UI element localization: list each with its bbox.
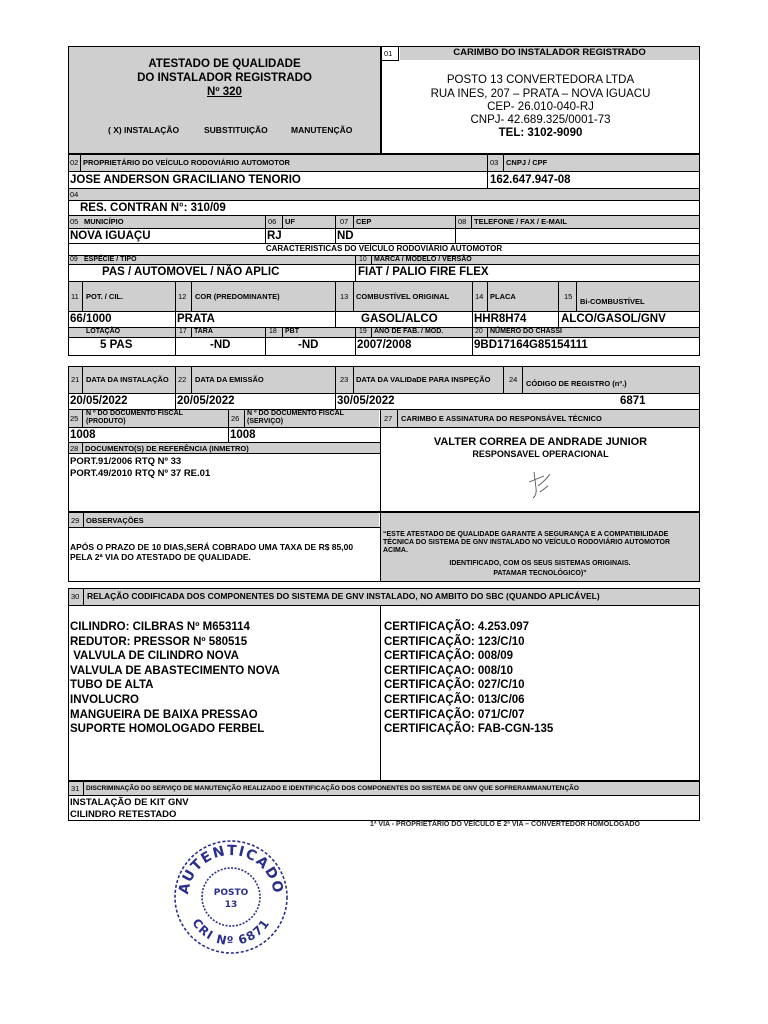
certification-item: CERTIFICAÇÃO: 4.253.097: [384, 621, 530, 633]
maintenance-line1: INSTALAÇÃO DE KIT GNV: [70, 797, 189, 808]
prod-num: 25: [70, 414, 79, 423]
cpf-num: 03: [490, 158, 499, 167]
uf-label: UF: [285, 217, 295, 226]
comb-num: 13: [340, 292, 349, 301]
footer-note: 1ª VIA - PROPRIETÁRIO DO VEÍCULO E 2ª VIA – CONVERTEDOR HOMOLOGADO: [370, 821, 640, 828]
lot-value: 5 PAS: [100, 339, 133, 351]
obs-num: 29: [71, 516, 80, 525]
component-item: SUPORTE HOMOLOGADO FERBEL: [70, 723, 265, 736]
pbt-num: 18: [269, 328, 277, 335]
company-tel: TEL: 3102-9090: [498, 127, 583, 139]
placa-label: PLACA: [490, 292, 516, 301]
owner-label: PROPRIETÁRIO DO VEÍCULO RODOVIÁRIO AUTOMOTOR: [83, 158, 290, 167]
seal-bottom-text: CRI Nº 6871: [189, 916, 273, 949]
maintenance-line2: CILINDRO RETESTADO: [70, 809, 177, 820]
guarantee-line4: IDENTIFICADO, COM OS SEUS SISTEMAS ORIGINAIS.: [449, 560, 631, 567]
maintenance-num: 31: [71, 784, 80, 793]
stamp-number: 01: [384, 49, 393, 58]
company-name: POSTO 13 CONVERTEDORA LTDA: [446, 74, 635, 86]
stamp-label: CARIMBO DO INSTALADOR REGISTRADO: [453, 47, 646, 58]
svg-text:CRI Nº 6871: [189, 916, 272, 948]
seal-center-line2: 13: [224, 900, 238, 910]
tech-role: RESPONSAVEL OPERACIONAL: [472, 449, 609, 459]
esp-num: 09: [70, 256, 78, 263]
valid-num: 23: [340, 375, 349, 384]
company-cnpj: CNPJ- 42.689.325/0001-73: [470, 114, 611, 126]
pot-label: POT. / CIL.: [86, 292, 124, 301]
marca-label: MARCA / MODELO / VERSÃO: [374, 256, 472, 263]
inst-label: DATA DA INSTALAÇÃO: [86, 375, 169, 384]
form-number: Nº 320: [207, 86, 242, 98]
cep-label: CEP: [356, 217, 372, 226]
tel-label: TELEFONE / FAX / E-MAIL: [474, 217, 567, 226]
comb-value: GASOL/ALCO: [361, 313, 438, 325]
cor-num: 12: [178, 292, 187, 301]
ano-label: ANO DE FAB. / MOD.: [374, 328, 444, 335]
bi-num: 15: [564, 292, 573, 301]
res-contran: RES. CONTRAN N°: 310/09: [80, 202, 226, 214]
certification-item: CERTIFICAÇÃO: 027/C/10: [384, 679, 525, 692]
placa-num: 14: [475, 292, 484, 301]
mun-num: 05: [70, 217, 79, 226]
reg-num: 24: [509, 375, 518, 384]
placa-value: HHR8H74: [474, 313, 527, 325]
component-item: VALVULA DE ABASTECIMENTO NOVA: [70, 664, 280, 677]
technician-signature: [524, 468, 558, 502]
mun-value: NOVA IGUAÇU: [70, 230, 151, 242]
certification-item: CERTIFICAÇAO: 008/10: [384, 664, 514, 677]
prod-value: 1008: [70, 429, 96, 441]
certification-item: CERTIFICAÇÃO: FAB-CGN-135: [384, 723, 554, 736]
mun-label: MUNICÍPIO: [84, 217, 124, 226]
pbt-value: -ND: [298, 339, 319, 351]
uf-num: 06: [268, 217, 277, 226]
owner-num: 02: [70, 158, 79, 167]
obs-line1: APÓS O PRAZO DE 10 DIAS,SERÁ COBRADO UMA TAXA DE R$ 85,00: [70, 542, 354, 552]
serv-label2: (SERVIÇO): [247, 418, 284, 425]
authentication-seal: [170, 834, 292, 956]
marca-value: FIAT / PALIO FIRE FLEX: [358, 266, 489, 278]
pbt-label: PBT: [285, 328, 299, 335]
guarantee-line2: TÉCNICA DO SISTEMA DE GNV INSTALADO NO VEÍCULO RODOVIÁRIO AUTOMOTOR: [383, 539, 671, 546]
owner-name: JOSE ANDERSON GRACILIANO TENORIO: [70, 174, 301, 186]
tel-num: 08: [458, 217, 467, 226]
tech-num: 27: [384, 414, 393, 423]
ano-num: 19: [359, 328, 367, 335]
form-title-line2: DO INSTALADOR REGISTRADO: [137, 72, 312, 84]
prod-label1: N º DO DOCUMENTO FISCAL: [86, 410, 183, 417]
emis-label: DATA DA EMISSÃO: [195, 375, 264, 384]
ano-value: 2007/2008: [357, 339, 412, 351]
chassi-num: 20: [475, 328, 483, 335]
chassi-value: 9BD17164G85154111: [474, 339, 588, 351]
cor-value: PRATA: [177, 313, 215, 325]
tara-value: -ND: [210, 339, 231, 351]
certification-item: CERTIFICAÇÃO: 008/09: [384, 650, 514, 663]
vehicle-section-title: CARACTERISTICAS DO VEÍCULO RODOVIÁRIO AUTOMOTOR: [265, 244, 503, 253]
components-label: RELAÇÃO CODIFICADA DOS COMPONENTES DO SISTEMA DE GNV INSTALADO, NO AMBITO DO SBC (QUANDO APLICÁVEL): [87, 591, 600, 601]
tech-label: CARIMBO E ASSINATURA DO RESPONSÁVEL TÉCNICO: [401, 414, 602, 423]
seal-ring-text: AUTENTICADO: [175, 842, 287, 896]
prod-label2: (PRODUTO): [86, 418, 126, 425]
pot-num: 11: [71, 292, 79, 301]
inst-value: 20/05/2022: [70, 395, 128, 407]
components-num: 30: [71, 592, 80, 601]
location-label-band: [69, 216, 699, 228]
tara-num: 17: [179, 328, 187, 335]
component-item: MANGUEIRA DE BAIXA PRESSAO: [70, 708, 258, 721]
marca-num: 10: [359, 256, 367, 263]
components-list: [70, 620, 280, 737]
ref-label: DOCUMENTO(S) DE REFERÊNCIA (INMETRO): [85, 444, 249, 453]
seal-center-line1: POSTO: [213, 888, 249, 898]
res-band: [69, 189, 699, 200]
cep-num: 07: [340, 217, 349, 226]
form-title-line1: ATESTADO DE QUALIDADE: [148, 58, 301, 70]
cpf-label: CNPJ / CPF: [506, 158, 548, 167]
reg-value: 6871: [620, 395, 646, 407]
serv-value: 1008: [230, 429, 256, 441]
option-installation: ( X) INSTALAÇÃO: [108, 125, 180, 135]
esp-label: ESPÉCIE / TIPO: [84, 256, 137, 263]
component-item: CILINDRO: CILBRAS Nº M653114: [70, 621, 250, 633]
component-item: VALVULA DE CILINDRO NOVA: [70, 650, 239, 663]
ref-line1: PORT.91/2006 RTQ Nº 33: [70, 456, 182, 467]
chassi-label: NÚMERO DO CHASSI: [490, 328, 562, 335]
certifications-list: [384, 620, 553, 737]
comb-label: COMBUSTÍVEL ORIGINAL: [356, 292, 450, 301]
emis-value: 20/05/2022: [177, 395, 235, 407]
guarantee-line5: PATAMAR TECNOLÓGICO)”: [493, 570, 587, 577]
pot-value: 66/1000: [70, 313, 112, 325]
serv-num: 26: [231, 414, 240, 423]
component-item: TUBO DE ALTA: [70, 679, 154, 692]
ref-line2: PORT.49/2010 RTQ Nº 37 RE.01: [70, 468, 211, 479]
guarantee-line3: ACIMA.: [383, 547, 408, 554]
cep-value: ND: [337, 230, 354, 242]
esp-value: PAS / AUTOMOVEL / NÃO APLIC: [102, 266, 280, 278]
tech-name: VALTER CORREA DE ANDRADE JUNIOR: [433, 436, 648, 448]
res-num: 04: [70, 190, 79, 199]
certification-item: CERTIFICAÇÃO: 071/C/07: [384, 708, 525, 721]
ref-num: 28: [70, 444, 79, 453]
option-maintenance: MANUTENÇÃO: [291, 125, 353, 135]
emis-num: 22: [178, 375, 187, 384]
maintenance-label: DISCRIMINAÇÃO DO SERVIÇO DE MANUTENÇÃO REALIZADO E IDENTIFICAÇÃO DOS COMPONENTES DO SISTEMA DE GNV QUE SOFRERAMMANUTENÇÃO: [86, 785, 579, 792]
option-substitution: SUBSTITUIÇÃO: [204, 125, 268, 135]
lot-label: LOTAÇÃO: [86, 328, 121, 335]
certification-item: CERTIFICAÇÃO: 013/C/06: [384, 693, 525, 706]
obs-line2: PELA 2ª VIA DO ATESTADO DE QUALIDADE.: [70, 552, 251, 562]
reg-label: CÓDIGO DE REGISTRO (nº.): [526, 379, 627, 388]
component-item: REDUTOR: PRESSOR Nº 580515: [70, 635, 248, 648]
cor-label: COR (PREDOMINANTE): [195, 292, 280, 301]
serv-label1: N º DO DOCUMENTO FISCAL: [247, 410, 344, 417]
valid-value: 30/05/2022: [337, 395, 395, 407]
certification-item: CERTIFICAÇÃO: 123/C/10: [384, 635, 525, 648]
company-address: RUA INES, 207 – PRATA – NOVA IGUACU: [430, 88, 651, 100]
tara-label: TARA: [194, 328, 213, 335]
cpf-value: 162.647.947-08: [490, 174, 571, 186]
inst-num: 21: [71, 375, 80, 384]
obs-label: OBSERVAÇÕES: [86, 516, 144, 525]
component-item: INVOLUCRO: [70, 693, 139, 706]
bi-label: Bi-COMBUSTÍVEL: [580, 297, 645, 306]
bi-value: ALCO/GASOL/GNV: [561, 313, 666, 325]
guarantee-line1: “ESTE ATESTADO DE QUALIDADE GARANTE A SEGURANÇA E A COMPATIBILIDADE: [383, 531, 669, 538]
valid-label: DATA DA VALIDaDE PARA INSPEÇÃO: [356, 375, 491, 384]
company-cep: CEP- 26.010-040-RJ: [487, 101, 594, 113]
uf-value: RJ: [267, 230, 282, 242]
